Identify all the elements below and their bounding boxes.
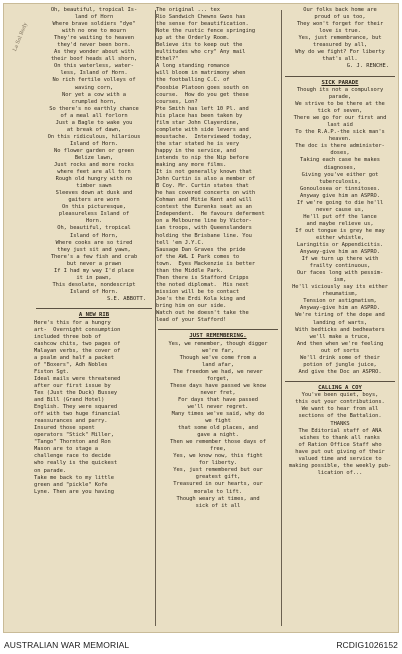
text-line: As they wonder about with [54,49,134,56]
text-line: crumpled horn, [71,98,117,105]
text-line: out of sorts [320,347,360,354]
text-line: Believe its to keep out the [156,42,243,49]
text-line: Cohman and Mitie Kent and will [156,197,252,204]
text-line: he has covered concerts on with [156,190,256,197]
text-line: never cause us, [316,206,364,213]
text-line: On this picturesque, [62,204,126,211]
text-line: With bedticks and bedheaters [295,326,385,333]
text-line: We're tiring of the dope and [295,312,385,319]
text-line: Many times we've said, why do [171,410,265,417]
text-line: they just sit and yawn, [57,246,131,253]
text-line: The doc is there administer- [295,143,385,150]
document-page [3,3,399,633]
text-line: Lyne. Then are you having [34,488,114,495]
column-divider [281,10,282,626]
sick-parade-heading: SICK PARADE [321,79,359,86]
text-line: land of Horn [74,14,114,21]
section-divider [36,305,152,309]
section-divider [158,326,278,330]
text-line: Tex (Just the Duck) Bussey [34,390,118,396]
text-line: multitudes who cry" Any mail [156,49,246,56]
text-line: And give the Doc an ASPRO. [298,368,382,375]
text-line: We want to hear from all [301,406,379,413]
text-line: This desolate, nondescript [52,281,136,288]
text-line: "Tango" Thornton and Ron [34,439,111,446]
text-line: So there's no earthly chance [49,105,139,112]
text-line: off with two huge financial [34,411,121,418]
text-line: He'll viciously say its either [292,284,388,291]
text-line: Island of Horn, [70,232,118,239]
text-line: we'll never regret. [187,403,249,410]
text-line: tick of seven, [317,108,363,115]
text-line: Anyway give him an ASPRO. [300,192,380,199]
text-line: less, Island of Horn. [60,70,128,77]
section-divider [285,378,395,382]
text-line: at break of dawn, [66,126,122,133]
text-line: Yes, just remembrance, but [298,35,382,42]
text-line: pleasureless Island of [58,211,130,218]
poem-continuation [283,7,397,63]
text-line: of a meal all forlorn [60,112,128,119]
text-line: town. Eyes Mackenzie is better [156,260,256,267]
text-line: operators "Stick" Miller, [34,432,114,439]
text-line: waving corn, [74,84,114,91]
text-line: Sausage Dan Graves the pride [156,246,246,253]
text-line: complete with side levers and [156,126,249,133]
text-line: Mason are to stage a [34,446,98,453]
text-line: Note the rustic fence springing [156,28,256,35]
text-line: the footballing C.C. of [156,77,230,84]
text-line: Island of Horn. [70,140,118,147]
text-line: landing of warts, [312,319,368,326]
news-section [34,320,154,496]
text-line: Where brave soldiers "dye" [52,21,136,28]
text-line: Take me back to my little [34,474,114,481]
text-line: that some old places, and [178,425,258,432]
text-line: for liberty. [198,460,238,467]
text-line: Tension or astigmatism, [303,298,377,305]
text-line: On this waterless, water- [54,63,134,70]
text-line: greatest gift, [195,474,241,481]
margin-handwritten-note: La Sol Body [12,21,29,53]
archive-name: AUSTRALIAN WAR MEMORIAL [4,640,130,650]
text-line: If out tongue is grey he may [295,227,385,234]
text-line: frailty continuous, [309,263,371,270]
text-line: last aid [327,122,353,129]
text-line: tuberculosis, [319,178,361,185]
text-line: Anyway-give him an ASPRO. [300,249,380,256]
text-line: Yes, just remembered but our [173,467,263,474]
text-line: treasured by all, [312,42,368,49]
text-line: sections of the Battalion. [298,413,382,420]
text-line: courses, Lon? [156,98,198,105]
column-right [283,7,397,630]
text-line: on parade. [34,467,66,474]
text-line: Independent. He favours deferment [156,211,265,218]
text-line: It is not generally known that [156,169,252,176]
text-line: of the AWL I Park comes to [156,253,240,260]
poem-signature: G. J. RENCHE. [346,63,389,70]
text-line: ism, [333,277,347,284]
text-line: Insured those spent [34,425,95,432]
archive-footer [0,636,402,654]
archive-reference: RCDIG1026152 [336,640,398,650]
text-line: Yes, we remember, though digger [168,340,268,347]
text-line: Then there is Stafford Cripps [156,274,249,281]
text-line: their boof heads all shorn, [50,56,138,63]
text-line: we fight [205,418,231,425]
text-line: The Editorial staff of ANA [298,427,382,434]
text-line: that's all. [322,56,358,63]
text-line: Rio Sandwich Chewns Gwos has [156,14,246,21]
text-line: contest the Eurenks seat as an [156,204,252,211]
text-line: There's a few fish and crab [50,253,138,260]
text-line: on a Melbourne line by Victor- [156,218,252,225]
calling-section [283,392,397,477]
text-line: To the R.A.P.-the sick man's [295,129,385,136]
text-line: English. They were squared [34,404,118,411]
text-line: and Bill (Grand Hotel) [34,397,105,404]
text-line: Why do we fight? For liberty [295,49,385,56]
text-line: They won't forget for their [296,21,384,28]
text-line: Oh, beautiful, tropical Is- [50,7,138,13]
text-line: Foosbie Platoon goes south on [156,84,249,91]
text-line: challenge race to decide [34,453,111,460]
text-line: timber sawn [76,183,112,190]
text-line: diagnoses, [324,164,356,171]
text-line: included three bob of [34,333,102,340]
text-line: we'll make a truce, [309,333,371,340]
text-line: holding the Brisbane line. You [156,232,252,239]
news-heading: A NEW RIB [78,312,110,319]
text-line: of "Boxers", Adh Nobles [34,361,108,368]
text-line: making any more films. [156,162,227,169]
text-line: You've been quiet, boys, [301,392,379,399]
text-line: intends to nip the Nip before [156,154,249,161]
text-line: the noted diplomat. His next [156,281,249,288]
poem-just-remembering [156,341,280,510]
text-line: after our first issue by [34,382,111,389]
text-line: cashcow chits, two pages of [34,340,121,347]
text-line: And then when we're feeling [296,340,384,347]
text-line: Nor yet a cow with a [62,91,126,98]
text-line: heaven. [328,136,352,143]
text-line: No rich fertile volleys of [52,77,136,84]
text-line: Sleeves down at dusk and [55,190,133,197]
text-line: Island of Horn. [70,288,118,295]
text-line: rheumatism, [322,291,358,298]
text-line: either whistle, [316,234,364,241]
text-line: film star John Clayerdine, [156,119,240,126]
text-line: Giving you've either got [301,171,379,178]
text-line: For days that have passed [178,396,258,403]
text-line: than the Middle Park. [156,267,224,274]
text-line: wishes to thank all ranks [300,434,380,441]
text-line: Yes, we know now, this fight [173,453,263,460]
text-line: Then we remember those days of [170,439,266,446]
section-divider [285,73,395,77]
text-line: morale to lift. [194,488,242,495]
text-line: These days have passed we know [170,382,266,389]
text-line: we're far, [202,347,234,354]
text-line: Though we've come from a [179,354,257,361]
text-line: this out your contributions. [295,399,385,406]
text-line: who really is the quickest [34,460,118,467]
text-line: He'll put off the lance [303,213,377,220]
text-line: A long standing romance [156,63,230,70]
text-line: art- Overnight consumption [34,326,121,333]
text-line: We strive to be there at the [295,101,385,108]
text-line: Taking each case he makes [300,157,380,164]
text-line: potion of jungle juice, [303,361,377,368]
text-line: Rough old hungry with no [55,176,133,183]
text-line: where feet are all torn [57,169,131,176]
text-line: never fret, [200,389,236,396]
text-line: his place has been taken by [156,112,243,119]
text-line: If we're going to die he'll [296,199,384,206]
text-line: with no one to mourn [62,28,126,35]
text-line: moustache. Interviewed today, [156,133,252,140]
text-line: making possible, the weekly pub- [288,462,392,469]
text-line: Belize lawn, [74,154,114,161]
text-line: Pte Smith has left 10 Pl. and [156,105,249,112]
gossip-section [156,7,280,324]
text-line: Anyway-give him an ASPRO. [300,305,380,312]
text-line: THANKS [330,420,350,427]
text-line: valued time and service to [298,455,382,462]
text-line: it in pawn, [76,274,112,281]
text-line: up at the Orderly Room. [156,35,230,42]
text-line: and maybe relieve us, [306,220,374,227]
text-line: lead of your Stafford! [156,317,227,324]
text-line: love is true. [319,28,361,35]
text-line: Just rocks and more rocks [54,162,134,169]
text-line: Ideal mails were threatened [34,375,121,382]
text-line: No flower garden or green [54,147,134,154]
text-line: doses, [330,150,350,157]
text-line: ian troops, with Queenslanders [156,225,252,232]
text-line: bring him on our side. [156,302,227,309]
text-line: Here's this for a hungry [34,319,111,326]
text-line: Malayan verbs, the cover of [34,347,121,354]
text-line: proud of us too, [314,14,366,21]
text-line: Ethel?" [156,56,179,63]
text-line: mission will be to contact [156,288,240,295]
text-line: but never a prawn [66,260,122,267]
text-line: They're waiting to heaven [54,35,134,42]
text-line: Oh, beautiful, tropical [57,225,131,232]
text-line: a psalm and half a packet [34,354,114,361]
text-line: There we go for our first and [293,115,387,122]
text-line: green and "pickle" Kofe [34,481,108,488]
text-line: Fiston Sgt. [34,368,70,375]
text-line: John Curtin is also a member of [156,176,256,183]
poem-island-of-horn [34,7,154,296]
text-line: land afar, [202,361,234,368]
text-line: gaiters are worn [68,197,120,204]
text-line: Though its not a compulsory [296,86,384,93]
text-line: Laringitis or Appendicitis. [296,242,384,249]
text-line: Joe's the Erdi Kola king and [156,295,246,302]
text-line: Horn. [86,218,102,225]
text-line: reassurances and parry. [34,418,108,425]
text-line: We'll drink some of their [300,354,380,361]
text-line: Our faces long with pessim- [296,270,384,277]
text-line: Where cooks are so tired [55,239,133,246]
column-middle [156,7,280,630]
text-line: Just a Bagle to wake you [55,119,133,126]
poem-signature: S.E. ABBOTT. [107,295,146,302]
text-line: have put out giving of their [295,448,385,455]
text-line: tell 'em J.Y.C. [156,239,204,246]
text-line: The original ... tex [156,7,220,13]
column-left [34,7,154,630]
text-line: course. How do you get these [156,91,249,98]
text-line: parade, [328,94,352,101]
text-line: will bloom in matrimony when [156,70,246,77]
text-line: the star stated he is very [156,140,240,147]
remember-heading: JUST REMEMBERING. [189,333,247,340]
text-line: Our folks back home are [303,7,377,13]
text-line: gave a night. [197,432,239,439]
text-line: Though weary at times, and [176,495,260,502]
text-line: forget, [206,375,230,382]
text-line: On this ridiculous, hilarious [47,133,141,140]
poem-sick-parade [283,87,397,376]
text-line: sick of it all [195,502,241,509]
text-line: The freedom we had, we never [173,368,263,375]
text-line: Gonoulosea or tinnitoses. [300,185,380,192]
text-line: Treasured in our hearts, our [173,481,263,488]
text-line: happy in the service, and [156,147,236,154]
text-line: of Ration Office Staff who [298,441,382,448]
text-line: they'd never been born. [57,42,131,49]
text-line: free, [210,446,226,453]
text-line: Watch out he doesn't take the [156,310,249,317]
text-line: If we turn up there with [301,256,379,263]
calling-heading: CALLING A COY [318,384,362,391]
text-line: the sense for beautification. [156,21,249,28]
text-line: B Coy. Mr. Curtin states that [156,183,249,190]
text-line: If I had my way I'd place [54,267,134,274]
text-line: lication of... [317,469,363,476]
